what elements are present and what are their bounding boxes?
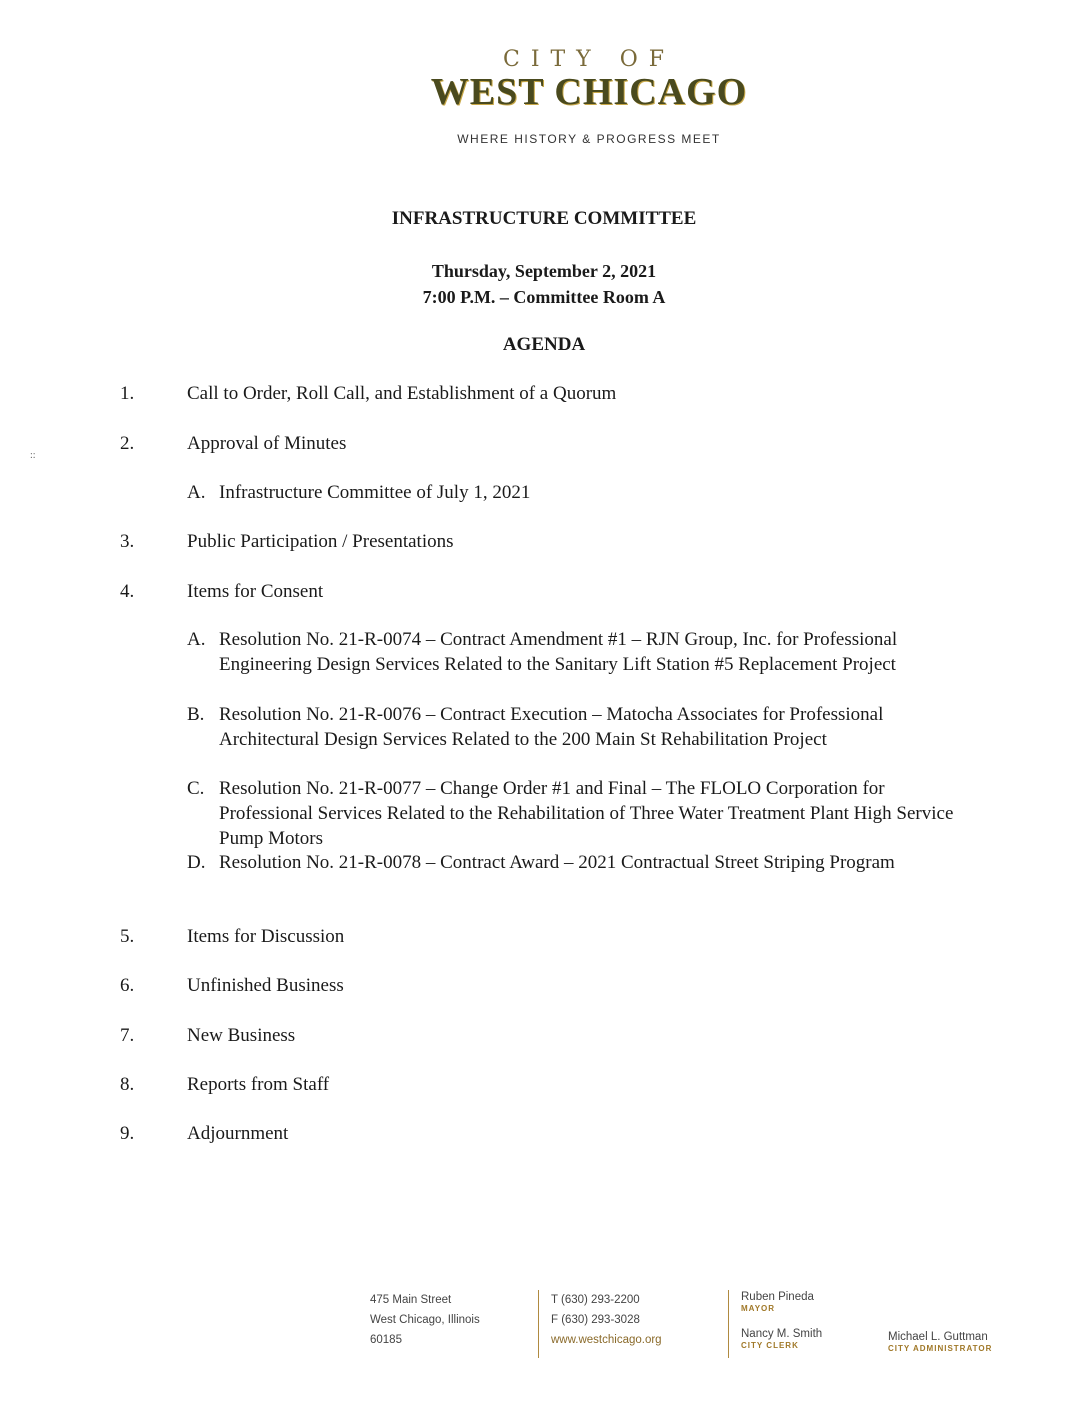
item-number: 1. [120, 383, 135, 404]
meeting-datetime [0, 258, 1088, 310]
meeting-time-place: 7:00 P.M. – Committee Room A [422, 287, 666, 307]
clerk-role: CITY CLERK [741, 1341, 799, 1350]
committee-title: INFRASTRUCTURE COMMITTEE [391, 208, 697, 229]
footer-address [370, 1290, 480, 1350]
subitem-letter: C. [187, 778, 205, 799]
phone-number: T (630) 293-2200 [551, 1294, 640, 1306]
subitem-text: Resolution No. 21-R-0074 – Contract Amendment #1 – RJN Group, Inc. for Professional Engineering Design Services Related to the Sanitary Lift Station #5 Replacement Project [219, 629, 898, 675]
item-label: Items for Discussion [187, 926, 345, 947]
item-label: Items for Consent [187, 581, 324, 602]
subitem-letter: D. [187, 852, 206, 873]
item-number: 9. [120, 1123, 135, 1144]
meeting-date: Thursday, September 2, 2021 [431, 261, 657, 281]
website-link[interactable]: www.westchicago.org [551, 1334, 662, 1346]
item-number: 3. [120, 531, 135, 552]
item-number: 7. [120, 1025, 135, 1046]
item-number: 2. [120, 433, 135, 454]
subitem-text: Resolution No. 21-R-0076 – Contract Execution – Matocha Associates for Professional Architectural Design Services Related to the 200 Main St Rehabilitation Project [219, 704, 884, 750]
item-label: Public Participation / Presentations [187, 531, 454, 552]
consent-subitem [187, 850, 977, 875]
mayor-role: MAYOR [741, 1304, 776, 1313]
subitem-text: Resolution No. 21-R-0077 – Change Order #1 and Final – The FLOLO Corporation for Professional Services Related to the Rehabilitation of Three Water Treatment Plant High Service Pump Motors [219, 778, 954, 849]
address-line: 475 Main Street [370, 1294, 452, 1306]
subitem-letter: A. [187, 629, 206, 650]
subitem-text: Resolution No. 21-R-0078 – Contract Award – 2021 Contractual Street Striping Program [219, 852, 895, 873]
subitem-letter: A. [187, 482, 206, 503]
item-label: New Business [187, 1025, 296, 1046]
item-number: 5. [120, 926, 135, 947]
item-label: Unfinished Business [187, 975, 344, 996]
item-label: Call to Order, Roll Call, and Establishment of a Quorum [187, 383, 617, 404]
item-label: Adjournment [187, 1123, 289, 1144]
clerk-name: Nancy M. Smith [741, 1328, 823, 1340]
city-logo [0, 48, 1088, 146]
footer-officials [728, 1290, 822, 1358]
margin-mark: :: [30, 450, 36, 461]
item-label: Approval of Minutes [187, 433, 347, 454]
administrator-name: Michael L. Guttman [888, 1331, 988, 1343]
logo-city-of: CITY OF [502, 47, 675, 72]
mayor-name: Ruben Pineda [741, 1291, 814, 1303]
subitem-letter: B. [187, 704, 205, 725]
footer-administrator [888, 1330, 992, 1353]
logo-city-name: WEST CHICAGO [430, 71, 748, 113]
address-line: West Chicago, Illinois [370, 1314, 480, 1326]
item-number: 8. [120, 1074, 135, 1095]
consent-subitem [187, 627, 977, 677]
administrator-role: CITY ADMINISTRATOR [888, 1344, 993, 1353]
item-number: 6. [120, 975, 135, 996]
subitem-text: Infrastructure Committee of July 1, 2021 [219, 482, 531, 503]
minutes-subitem [187, 480, 977, 505]
fax-number: F (630) 293-3028 [551, 1314, 640, 1326]
consent-subitem [187, 776, 977, 851]
footer-contact [538, 1290, 662, 1358]
agenda-heading: AGENDA [502, 334, 586, 355]
item-label: Reports from Staff [187, 1074, 330, 1095]
consent-subitem [187, 702, 977, 752]
item-number: 4. [120, 581, 135, 602]
address-line: 60185 [370, 1334, 402, 1346]
logo-tagline: WHERE HISTORY & PROGRESS MEET [457, 132, 721, 146]
